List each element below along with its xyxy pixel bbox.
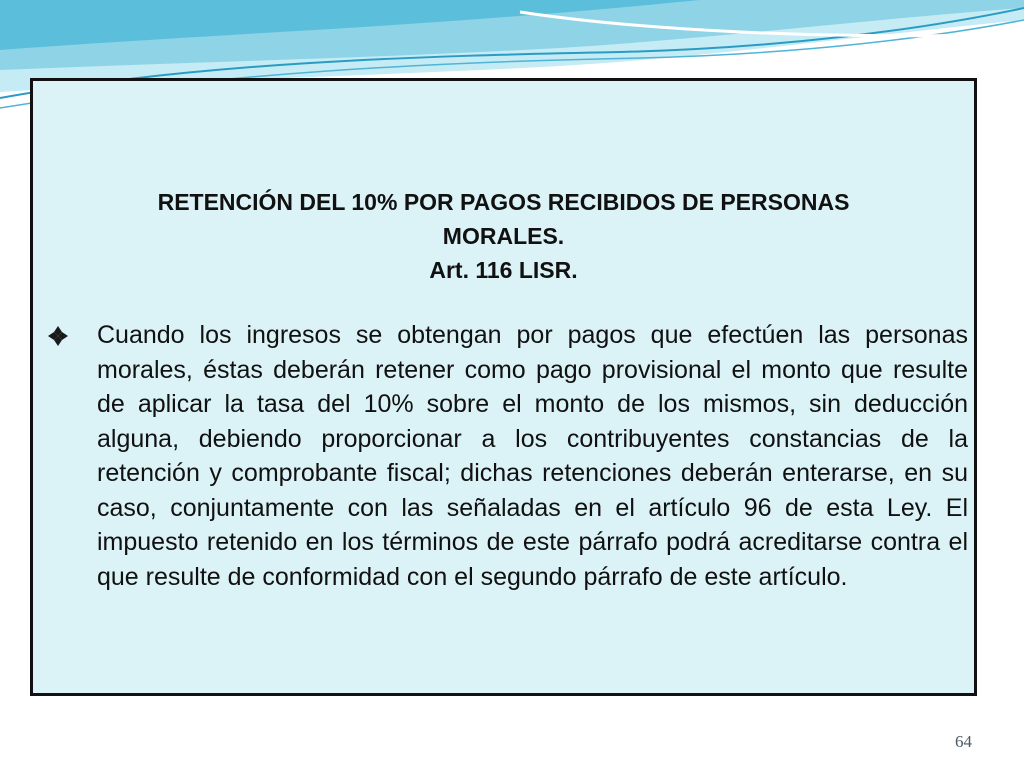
- diamond-bullet-icon: [47, 325, 69, 347]
- title-line-3: Art. 116 LISR.: [429, 257, 578, 283]
- bullet-paragraph: Cuando los ingresos se obtengan por pagos que efectúen las personas morales, éstas deberán retener como pago provisional el monto que resulte de aplicar la tasa del 10% sobre el monto de los mismos, sin deducción alguna, debiendo proporcionar a los contribuyentes constancias de la retención y comprobante fiscal; dichas retenciones deberán enterarse, en su caso, conjuntamente con las señaladas en el artículo 96 de esta Ley. El impuesto retenido en los términos de este párrafo podrá acreditarse contra el que resulte de conformidad con el segundo párrafo de este artículo.: [97, 321, 968, 591]
- title-line-2: MORALES.: [442, 223, 565, 249]
- page-number: 64: [955, 732, 972, 751]
- title-line-1: RETENCIÓN DEL 10% POR PAGOS RECIBIDOS DE PERSONAS: [157, 189, 850, 215]
- slide-title: [33, 185, 974, 287]
- content-box: [30, 78, 977, 696]
